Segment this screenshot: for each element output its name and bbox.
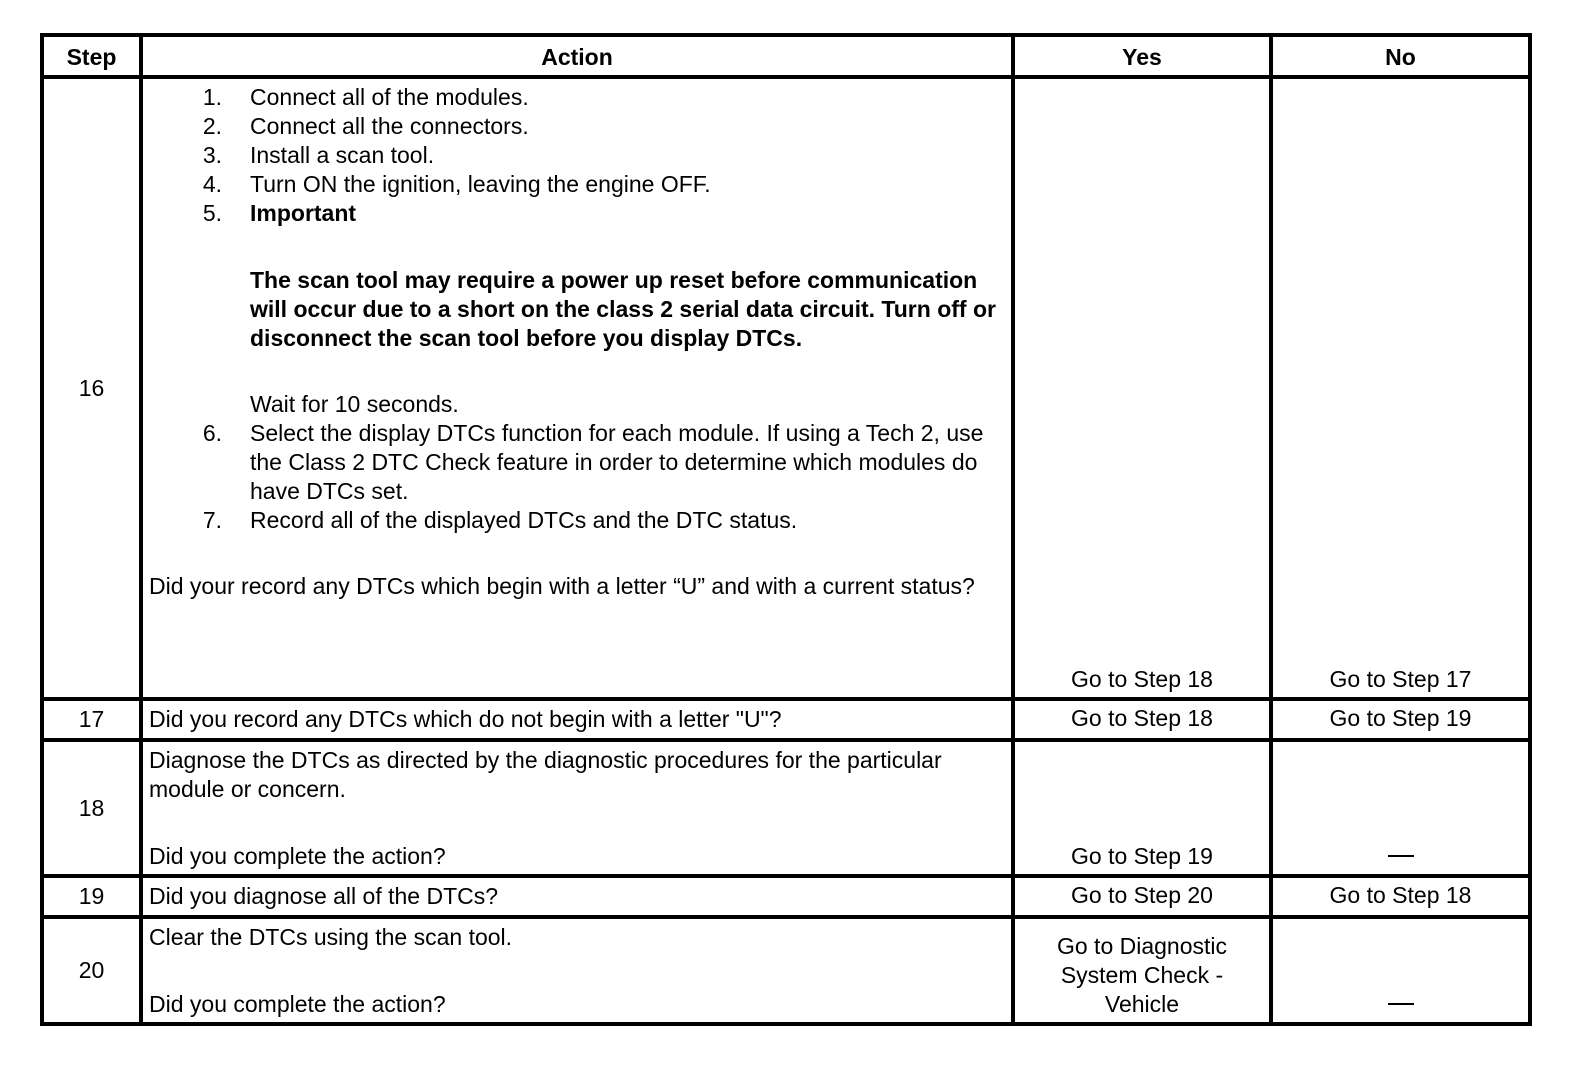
step-number: 18 (42, 740, 141, 876)
item-number: 7. (202, 507, 222, 533)
table-row-step-16 (42, 77, 1530, 699)
step-number: 16 (42, 77, 141, 699)
item-number: 2. (202, 113, 222, 139)
yes-result: Go to Step 19 (1013, 740, 1271, 876)
action-question: Did your record any DTCs which begin with a letter “U” and with a current status? (149, 573, 975, 599)
item-text: Install a scan tool. (250, 142, 435, 168)
important-note: The scan tool may require a power up reset before communication will occur due to a short on the class 2 serial data circuit. Turn off or disconnect the scan tool before you display DTCs. (250, 267, 996, 351)
yes-result: Go to Diagnostic System Check - Vehicle (1013, 917, 1271, 1024)
item-number: 5. (202, 200, 222, 226)
no-result (1271, 740, 1530, 876)
no-result: Go to Step 17 (1271, 77, 1530, 699)
list-item (149, 141, 1005, 170)
item-text: Connect all the connectors. (250, 113, 529, 139)
table-row-step-18 (42, 740, 1530, 876)
step-number: 17 (42, 699, 141, 740)
header-row (42, 35, 1530, 77)
action-step-list (149, 83, 1005, 535)
item-text: Connect all of the modules. (250, 84, 529, 110)
header-step: Step (42, 35, 141, 77)
em-dash (1388, 1003, 1414, 1005)
item-number: 6. (202, 420, 222, 446)
action-cell (141, 740, 1013, 876)
header-yes: Yes (1013, 35, 1271, 77)
item-text: Select the display DTCs function for each module. If using a Tech 2, use the Class 2 DTC Check feature in order to determine which modules do have DTCs set. (250, 420, 984, 504)
step-number: 20 (42, 917, 141, 1024)
action-question: Did you complete the action? (149, 991, 446, 1017)
diagnostic-table (40, 33, 1532, 1026)
em-dash (1388, 855, 1414, 857)
list-item (149, 506, 1005, 535)
action-cell (141, 917, 1013, 1024)
action-text: Clear the DTCs using the scan tool. (149, 924, 513, 950)
item-number: 4. (202, 171, 222, 197)
action-question: Did you complete the action? (149, 843, 446, 869)
yes-result: Go to Step 20 (1013, 876, 1271, 917)
item-text: Record all of the displayed DTCs and the DTC status. (250, 507, 798, 533)
list-item (149, 112, 1005, 141)
action-cell (141, 77, 1013, 699)
wait-text: Wait for 10 seconds. (250, 391, 459, 417)
no-result (1271, 917, 1530, 1024)
list-item (149, 419, 1005, 506)
yes-result: Go to Step 18 (1013, 699, 1271, 740)
action-text: Diagnose the DTCs as directed by the diagnostic procedures for the particular module or concern. (149, 747, 942, 802)
no-result: Go to Step 18 (1271, 876, 1530, 917)
list-item (149, 170, 1005, 199)
item-text: Turn ON the ignition, leaving the engine OFF. (250, 171, 711, 197)
action-question: Did you diagnose all of the DTCs? (141, 876, 1013, 917)
header-action: Action (141, 35, 1013, 77)
no-result: Go to Step 19 (1271, 699, 1530, 740)
list-item (149, 83, 1005, 112)
list-item (149, 199, 1005, 419)
header-no: No (1271, 35, 1530, 77)
important-label: Important (250, 200, 357, 226)
table-row-step-20 (42, 917, 1530, 1024)
table-row-step-17 (42, 699, 1530, 740)
table-row-step-19 (42, 876, 1530, 917)
step-number: 19 (42, 876, 141, 917)
item-number: 1. (202, 84, 222, 110)
action-question: Did you record any DTCs which do not begin with a letter "U"? (141, 699, 1013, 740)
item-number: 3. (202, 142, 222, 168)
yes-result: Go to Step 18 (1013, 77, 1271, 699)
